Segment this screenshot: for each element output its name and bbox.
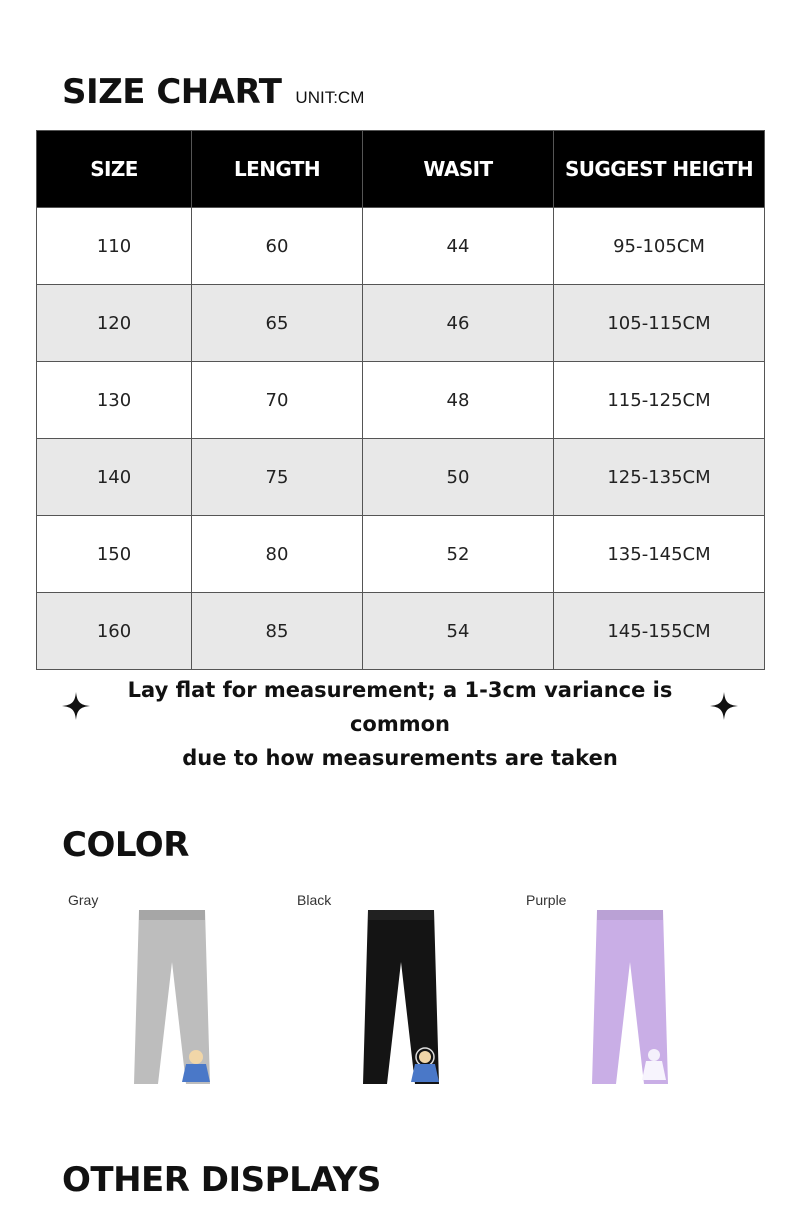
cell-height: 135-145CM <box>554 516 765 593</box>
cell-length: 65 <box>192 285 363 362</box>
cell-length: 80 <box>192 516 363 593</box>
color-section-title: COLOR <box>62 825 189 865</box>
cell-length: 70 <box>192 362 363 439</box>
sparkle-icon <box>710 692 738 720</box>
cell-waist: 52 <box>363 516 554 593</box>
swatch-label-black: Black <box>297 892 332 908</box>
color-swatch-purple[interactable] <box>520 892 750 1092</box>
leggings-gray-image <box>62 892 292 1092</box>
leggings-purple-image <box>520 892 750 1092</box>
size-chart-table <box>36 130 765 670</box>
unit-label: UNIT:CM <box>295 88 365 107</box>
table-row <box>37 516 765 593</box>
table-row <box>37 208 765 285</box>
swatch-label-gray: Gray <box>68 892 99 908</box>
cell-size: 140 <box>37 439 192 516</box>
sparkle-icon <box>62 692 90 720</box>
table-row <box>37 362 765 439</box>
note-line-2: due to how measurements are taken <box>182 746 618 770</box>
size-chart-title: SIZE CHART <box>62 72 282 112</box>
cell-waist: 44 <box>363 208 554 285</box>
table-header-row <box>37 131 765 208</box>
cell-height: 125-135CM <box>554 439 765 516</box>
cell-waist: 46 <box>363 285 554 362</box>
cell-size: 120 <box>37 285 192 362</box>
header-length: LENGTH <box>192 131 363 208</box>
note-line-1: Lay flat for measurement; a 1-3cm variance is common <box>127 678 673 736</box>
cell-size: 130 <box>37 362 192 439</box>
cell-length: 60 <box>192 208 363 285</box>
table-row <box>37 439 765 516</box>
other-displays-title: OTHER DISPLAYS <box>62 1160 381 1200</box>
measurement-note <box>95 673 705 775</box>
cell-length: 85 <box>192 593 363 670</box>
cell-height: 105-115CM <box>554 285 765 362</box>
header-waist: WASIT <box>363 131 554 208</box>
cell-height: 95-105CM <box>554 208 765 285</box>
table-row <box>37 285 765 362</box>
color-swatch-gray[interactable] <box>62 892 292 1092</box>
cell-size: 110 <box>37 208 192 285</box>
size-chart-heading <box>62 72 364 112</box>
cell-height: 115-125CM <box>554 362 765 439</box>
swatch-label-purple: Purple <box>526 892 567 908</box>
header-size: SIZE <box>37 131 192 208</box>
cell-waist: 50 <box>363 439 554 516</box>
cell-size: 150 <box>37 516 192 593</box>
color-swatch-black[interactable] <box>291 892 521 1092</box>
leggings-black-image <box>291 892 521 1092</box>
header-suggest-height: SUGGEST HEIGTH <box>554 131 765 208</box>
cell-length: 75 <box>192 439 363 516</box>
table-row <box>37 593 765 670</box>
cell-height: 145-155CM <box>554 593 765 670</box>
cell-size: 160 <box>37 593 192 670</box>
cell-waist: 48 <box>363 362 554 439</box>
cell-waist: 54 <box>363 593 554 670</box>
